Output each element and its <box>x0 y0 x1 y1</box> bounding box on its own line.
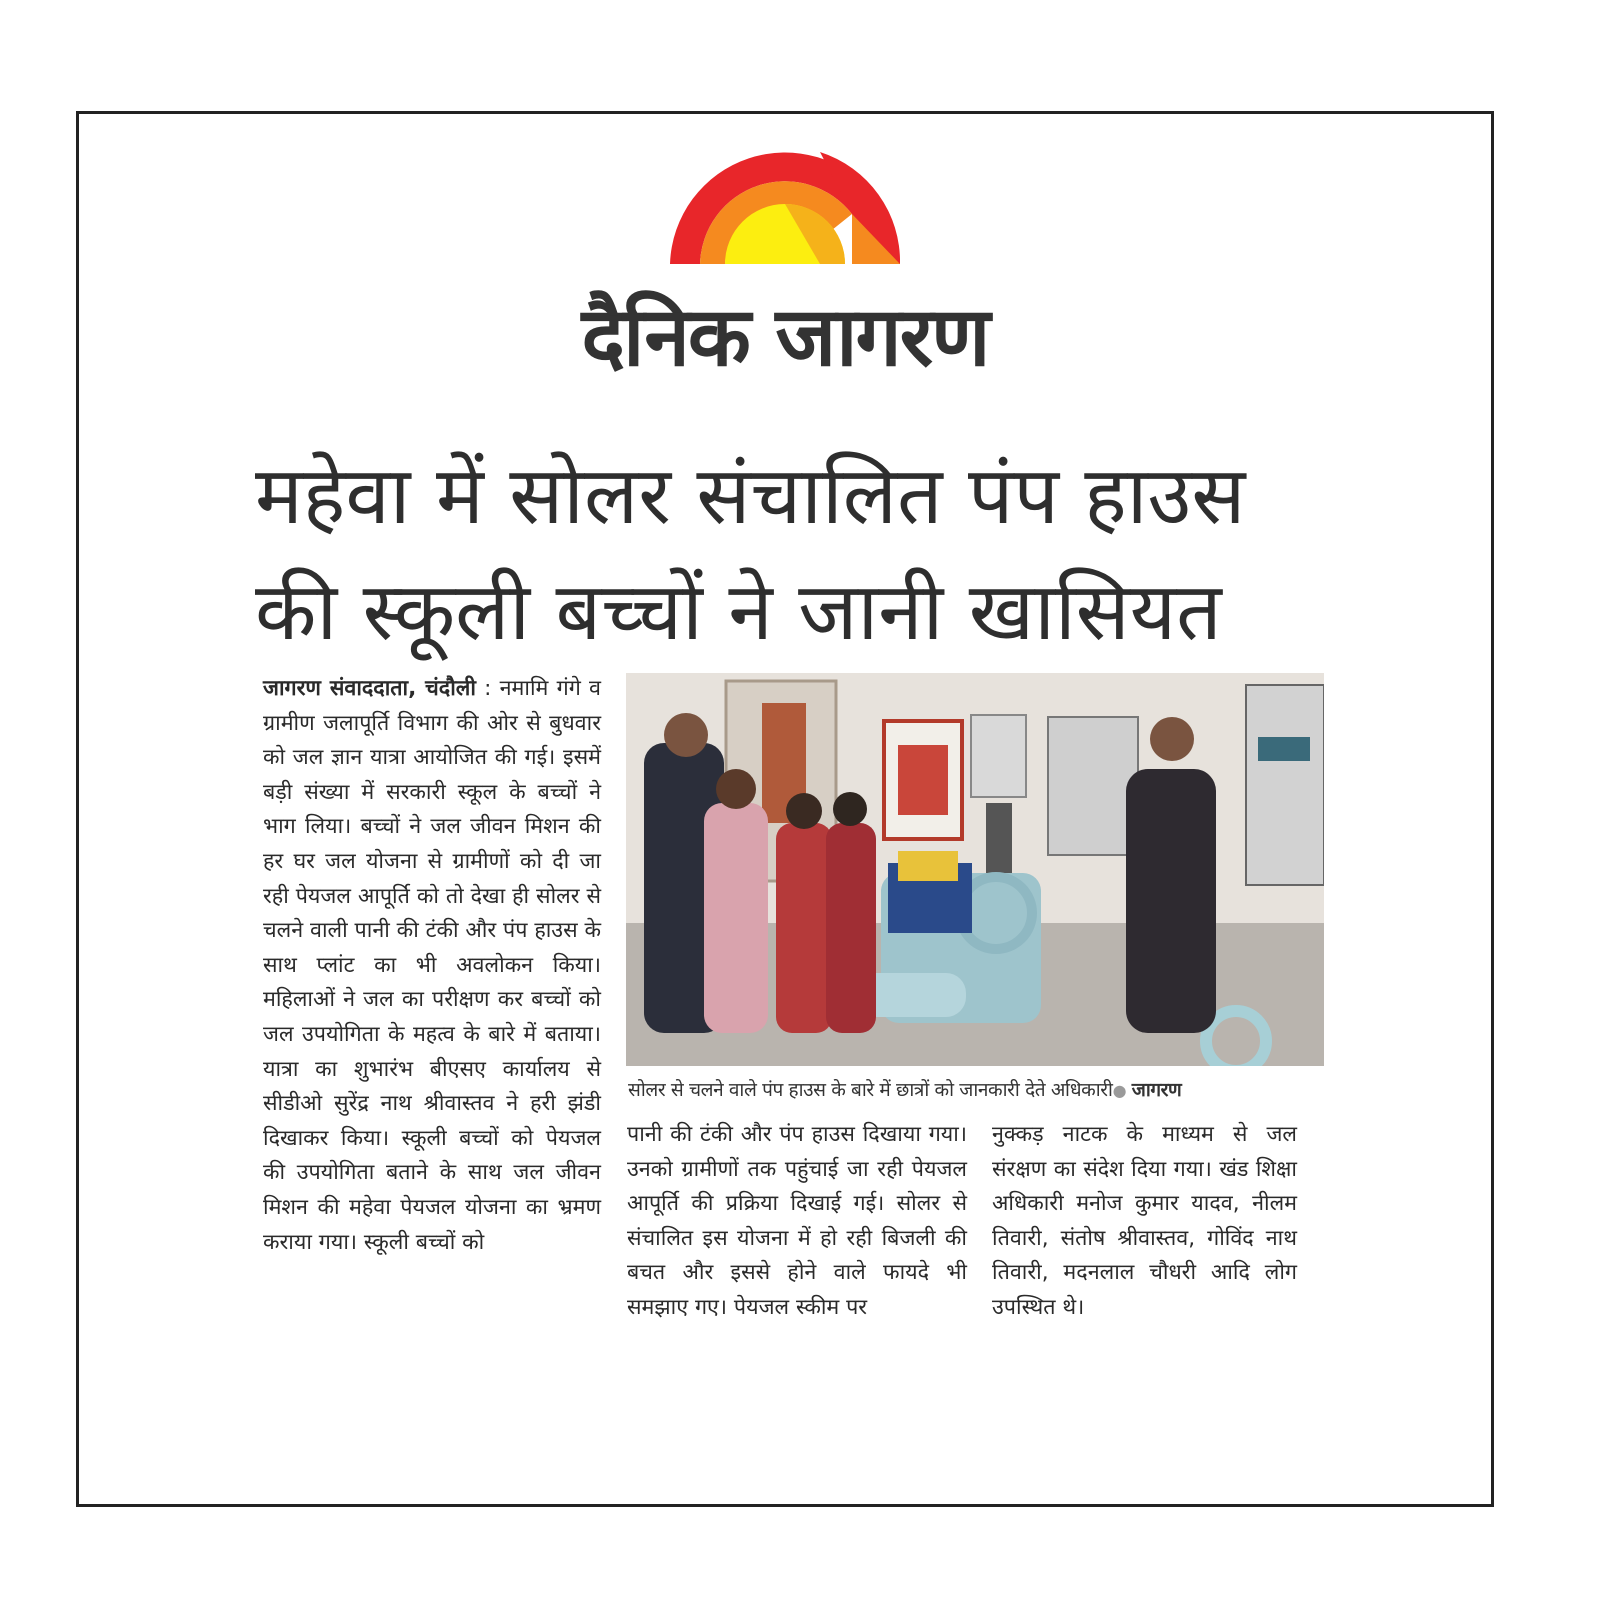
photo-officer-right-head <box>1150 717 1194 761</box>
article-column-2: पानी की टंकी और पंप हाउस दिखाया गया। उनको ग्रामीणों तक पहुंचाई जा रही पेयजल आपूर्ति की प्रक्रिया दिखाई गई। सोलर से संचालित इस योजना में हो रही बिजली की बचत और इससे होने वाले फायदे भी समझाए गए। पेयजल स्कीम पर <box>627 1122 967 1320</box>
caption-bullet-icon: ● <box>1112 1081 1127 1100</box>
photo-yellow-unit <box>898 851 958 881</box>
article-column-3: नुक्कड़ नाटक के माध्यम से जल संरक्षण का संदेश दिया गया। खंड शिक्षा अधिकारी मनोज कुमार यादव, नीलम तिवारी, संतोष श्रीवास्तव, गोविंद नाथ तिवारी, मदनलाल चौधरी आदि लोग उपस्थित थे। <box>992 1122 1297 1320</box>
photo-inverter-panel <box>1246 685 1324 885</box>
column-1-text: नमामि गंगे व ग्रामीण जलापूर्ति विभाग की ओर से बुधवार को जल ज्ञान यात्रा आयोजित की गई। इसमें बड़ी संख्या में सरकारी स्कूल के बच्चों ने भाग लिया। बच्चों ने जल जीवन मिशन की हर घर जल योजना से ग्रामीणों को दी जा रही पेयजल आपूर्ति को तो देखा ही सोलर से चलने वाली पानी की टंकी और पंप हाउस के साथ प्लांट का भी अवलोकन किया। महिलाओं ने जल का परीक्षण कर बच्चों को जल उपयोगिता के महत्व के बारे में बताया। यात्रा का शुभारंभ बीएसए कार्यालय से सीडीओ सुरेंद्र नाथ श्रीवास्तव ने हरी झंडी दिखाकर किया। स्कूली बच्चों को पेयजल की उपयोगिता बताने के साथ जल जीवन मिशन की महेवा पेयजल योजना का भ्रमण कराया गया। स्कूली बच्चों को <box>263 676 602 1255</box>
dainik-jagran-sun-logo <box>670 148 900 266</box>
photo-control-panel <box>1048 717 1138 855</box>
photo-credit: जागरण <box>1131 1079 1182 1101</box>
photo-poster-graphic <box>898 745 948 815</box>
byline-separator: : <box>475 676 500 701</box>
photo-switch-box <box>971 715 1026 797</box>
photo-student-3-head <box>833 792 867 826</box>
photo-caption <box>628 1072 1328 1108</box>
photo-student-2 <box>776 823 832 1033</box>
byline: जागरण संवाददाता, चंदौली <box>263 676 476 701</box>
masthead: दैनिक जागरण <box>581 290 989 385</box>
photo-student-1 <box>704 803 768 1033</box>
photo-officer-left-head <box>664 713 708 757</box>
headline-line-1: महेवा में सोलर संचालित पंप हाउस <box>255 449 1246 542</box>
photo-student-2-head <box>786 793 822 829</box>
headline-line-2: की स्कूली बच्चों ने जानी खासियत <box>255 565 1222 658</box>
photo-caption-text: सोलर से चलने वाले पंप हाउस के बारे में छात्रों को जानकारी देते अधिकारी <box>628 1079 1113 1101</box>
photo-student-1-head <box>716 769 756 809</box>
photo-student-3 <box>826 823 876 1033</box>
news-photo <box>626 673 1324 1066</box>
photo-officer-right <box>1126 769 1216 1033</box>
article-column-1 <box>263 672 601 1260</box>
headline <box>255 438 1255 670</box>
photo-meter <box>1258 737 1310 761</box>
